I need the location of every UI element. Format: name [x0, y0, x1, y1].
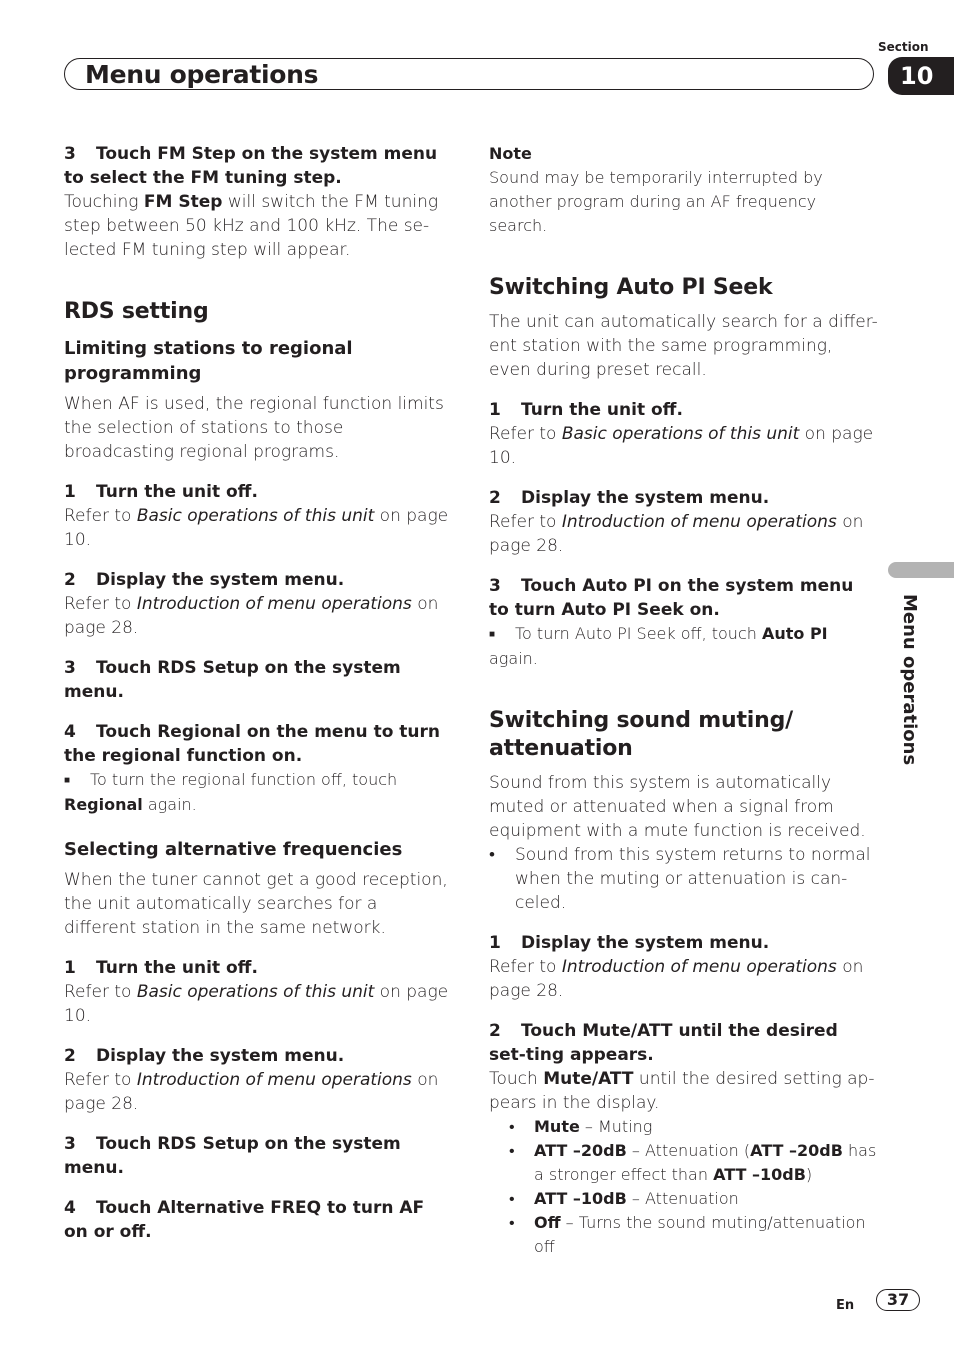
page-title-bar	[64, 58, 874, 90]
ref-basic-operations: Refer to Basic operations of this unit on page 10.	[489, 424, 874, 468]
paragraph-regional: When AF is used, the regional function limits the selection of stations to those broadcasting regional programs.	[64, 394, 444, 462]
note-heading: Note	[489, 144, 532, 163]
heading-alt-freq: Selecting alternative frequencies	[64, 839, 403, 860]
right-column	[489, 142, 879, 1259]
paragraph-sound-muting: Sound from this system is automatically muted or attenuated when a signal from equipment with a mute function is received.	[489, 773, 866, 841]
step-display-menu: 2 Display the system menu.	[64, 570, 345, 590]
step-display-menu: 1 Display the system menu.	[489, 933, 770, 953]
side-tab-marker	[888, 562, 954, 578]
step-mute-att: 2 Touch Mute/ATT until the desired set-ting appears.	[489, 1021, 838, 1065]
ref-basic-operations: Refer to Basic operations of this unit on page 10.	[64, 982, 449, 1026]
step-fm-step: 3 Touch FM Step on the system menu to select the FM tuning step.	[64, 144, 438, 188]
paragraph-auto-pi: The unit can automatically search for a differ-ent station with the same programming, even during preset recall.	[489, 312, 878, 380]
step-turn-off: 1 Turn the unit off.	[64, 958, 258, 978]
heading-sound-muting: Switching sound muting/ attenuation	[489, 708, 793, 761]
square-bullet-icon: ■	[64, 775, 71, 786]
mute-options-list	[509, 1115, 879, 1259]
step-alternative-freq: 4 Touch Alternative FREQ to turn AF on or off.	[64, 1198, 425, 1242]
page-number: 37	[876, 1289, 920, 1311]
step-display-menu: 2 Display the system menu.	[489, 488, 770, 508]
option-att-10db: • ATT –10dB – Attenuation	[509, 1187, 879, 1211]
step-turn-off: 1 Turn the unit off.	[64, 482, 258, 502]
note-auto-pi-off: ■ To turn Auto PI Seek off, touch Auto PI again.	[489, 624, 828, 668]
step-regional: 4 Touch Regional on the menu to turn the regional function on.	[64, 722, 441, 766]
ref-menu-operations: Refer to Introduction of menu operations on page 28.	[64, 1070, 439, 1114]
heading-auto-pi-seek: Switching Auto PI Seek	[489, 275, 773, 300]
ref-menu-operations: Refer to Introduction of menu operations on page 28.	[64, 594, 439, 638]
note-text: Sound may be temporarily interrupted by another program during an AF frequency search.	[489, 168, 823, 235]
option-att-20db: • ATT –20dB – Attenuation (ATT –20dB has a stronger effect than ATT –10dB)	[509, 1139, 879, 1187]
section-label: Section	[878, 40, 929, 54]
ref-menu-operations: Refer to Introduction of menu operations on page 28.	[489, 512, 864, 556]
bullet-icon: •	[509, 1213, 515, 1232]
option-mute: • Mute – Muting	[509, 1115, 879, 1139]
section-number-badge: 10	[888, 57, 954, 95]
note-regional-off: ■ To turn the regional function off, touch Regional again.	[64, 770, 398, 814]
heading-regional: Limiting stations to regional programming	[64, 338, 353, 384]
square-bullet-icon: ■	[489, 629, 496, 640]
paragraph-alt-freq: When the tuner cannot get a good reception, the unit automatically searches for a different station in the same network.	[64, 870, 448, 938]
ref-basic-operations: Refer to Basic operations of this unit on page 10.	[64, 506, 449, 550]
bullet-icon: •	[489, 845, 495, 865]
step-rds-setup: 3 Touch RDS Setup on the system menu.	[64, 1134, 401, 1178]
bullet-icon: •	[509, 1141, 515, 1160]
option-off: • Off – Turns the sound muting/attenuation off	[509, 1211, 879, 1259]
page-title: Menu operations	[85, 60, 319, 89]
bullet-icon: •	[509, 1117, 515, 1136]
bullet-icon: •	[509, 1189, 515, 1208]
step-rds-setup: 3 Touch RDS Setup on the system menu.	[64, 658, 401, 702]
step-display-menu: 2 Display the system menu.	[64, 1046, 345, 1066]
heading-rds-setting: RDS setting	[64, 299, 209, 324]
step-auto-pi: 3 Touch Auto PI on the system menu to turn Auto PI Seek on.	[489, 576, 854, 620]
paragraph-fm-step: Touching FM Step will switch the FM tuning step between 50 kHz and 100 kHz. The se-lected FM tuning step will appear.	[64, 192, 439, 260]
language-label: En	[836, 1298, 855, 1313]
paragraph-mute-att: Touch Mute/ATT until the desired setting ap-pears in the display.	[489, 1069, 875, 1113]
ref-menu-operations: Refer to Introduction of menu operations on page 28.	[489, 957, 864, 1001]
side-section-label: Menu operations	[899, 594, 920, 766]
left-column	[64, 142, 449, 1244]
bullet-item: • Sound from this system returns to normal when the muting or attenuation is can-celed.	[489, 845, 871, 913]
step-turn-off: 1 Turn the unit off.	[489, 400, 683, 420]
